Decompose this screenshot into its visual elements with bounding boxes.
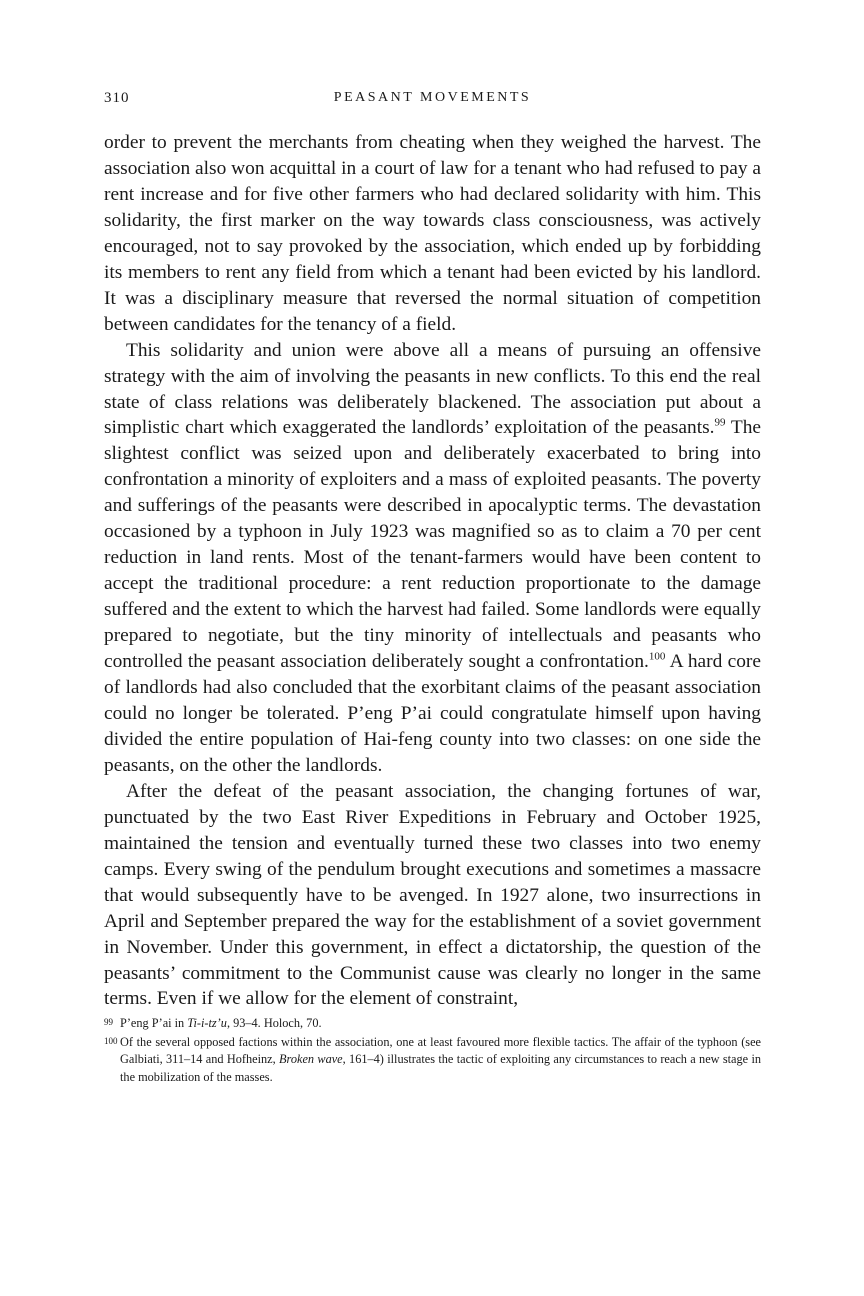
paragraph-text: A hard core of landlords had also concluded that the exorbitant claims of the peasant association could no longer be tolerated. P’eng P’ai could congratulate himself upon having divided the entire population of Hai-feng county into two classes: on one side the peasants, on the other the landlords.	[104, 651, 761, 776]
running-title: PEASANT MOVEMENTS	[333, 90, 532, 105]
paragraph-text: order to prevent the merchants from cheating when they weighed the harvest. The association also won acquittal in a court of law for a tenant who had refused to pay a rent increase and for five other farmers who had declared solidarity with him. This solidarity, the first marker on the way towards class consciousness, was actively encouraged, not to say provoked by the association, which ended up by forbidding its members to rent any field from which a tenant had been evicted by his landlord. It was a disciplinary measure that reversed the normal situation of competition between candidates for the tenancy of a field.	[104, 132, 761, 335]
footnote-marker: 99	[104, 1017, 113, 1028]
paragraph-text: After the defeat of the peasant association, the changing fortunes of war, punctuated by the two East River Expeditions in February and October 1925, maintained the tension and eventually turned these two classes into two enemy camps. Every swing of the pendulum brought executions and sometimes a massacre that would subsequently have to be avenged. In 1927 alone, two insurrections in April and September prepared the way for the establishment of a soviet government in November. Under this government, in effect a dictatorship, the question of the peasants’ commitment to the Communist cause was clearly no longer in the same terms. Even if we allow for the element of constraint,	[104, 780, 761, 1010]
footnote-title: Ti-i-tz’u	[187, 1016, 227, 1031]
paragraph-3	[104, 779, 761, 1013]
footnote-text: P’eng P’ai in	[120, 1016, 188, 1031]
paragraph-text: The slightest conflict was seized upon and deliberately exacerbated to bring into confrontation a minority of exploiters and a mass of exploited peasants. The poverty and sufferings of the peasants were described in apocalyptic terms. The devastation occasioned by a typhoon in July 1923 was magnified so as to claim a 70 per cent reduction in land rents. Most of the tenant-farmers would have been content to accept the traditional procedure: a rent reduction proportionate to the damage suffered and the extent to which the harvest had failed. Some landlords were equally prepared to negotiate, but the tiny minority of intellectuals and peasants who controlled the peasant association deliberately sought a confrontation.	[104, 417, 761, 673]
running-head	[104, 90, 761, 116]
footnote-text: , 161–4) illustrates the tactic of exploiting any circumstances to reach a new stage in the mobilization of the masses.	[120, 1052, 762, 1084]
paragraph-text: This solidarity and union were above all a means of pursuing an offensive strategy with the aim of involving the peasants in new conflicts. To this end the real state of class relations was deliberately blackened. The association put about a simplistic chart which exaggerated the landlords’ exploitation of the peasants.	[104, 339, 761, 439]
footnote-100	[104, 1033, 761, 1087]
footnote-99	[104, 1014, 761, 1033]
footnote-text: , 93–4. Holoch, 70.	[226, 1016, 322, 1031]
footnote-title: Broken wave	[279, 1052, 343, 1067]
footnote-ref-100[interactable]: 100	[648, 650, 666, 663]
paragraph-1	[104, 130, 761, 338]
book-page	[104, 90, 761, 1086]
page-number: 310	[104, 90, 130, 106]
body-text	[104, 130, 761, 1012]
footnote-text: Of the several opposed factions within the association, one at least favoured more flexible tactics. The affair of the typhoon (see Galbiati, 311–14 and Hofheinz,	[120, 1034, 761, 1067]
paragraph-2	[104, 338, 761, 779]
footnote-marker: 100	[104, 1035, 118, 1046]
footnotes	[104, 1014, 761, 1086]
footnote-ref-99[interactable]: 99	[714, 417, 726, 430]
